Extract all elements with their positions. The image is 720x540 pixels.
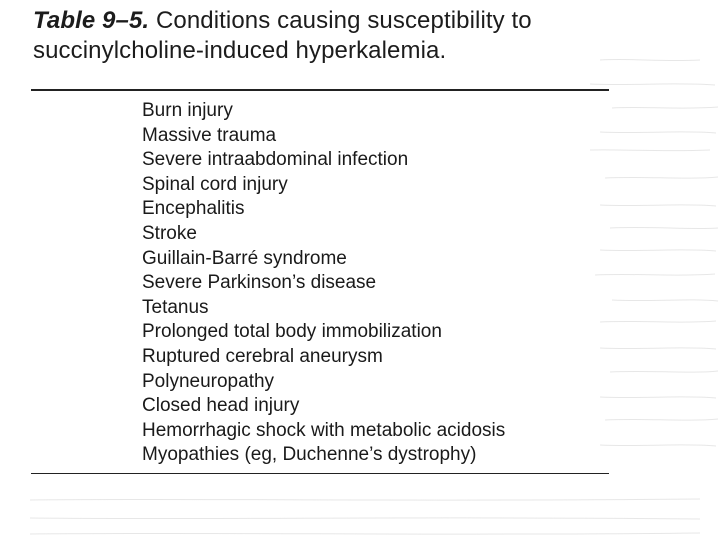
caption-title-part-2: succinylcholine-induced hyperkalemia. (33, 37, 447, 64)
caption-title-part-1: Conditions causing susceptibility to (155, 7, 532, 34)
condition-item: Tetanus (142, 296, 209, 318)
table-number-label: Table 9–5. (33, 7, 150, 34)
caption-line-1 (33, 6, 703, 36)
top-rule (31, 89, 609, 91)
condition-item: Hemorrhagic shock with metabolic acidosis (142, 419, 506, 441)
condition-item: Massive trauma (142, 124, 277, 146)
condition-item: Ruptured cerebral aneurysm (142, 345, 383, 367)
condition-item: Prolonged total body immobilization (142, 321, 442, 343)
conditions-list (142, 99, 505, 468)
condition-item: Encephalitis (142, 198, 245, 220)
condition-item: Spinal cord injury (142, 173, 288, 195)
condition-item: Closed head injury (142, 395, 300, 417)
table-caption (33, 6, 703, 66)
condition-item: Guillain-Barré syndrome (142, 247, 347, 269)
bottom-rule (31, 473, 609, 474)
condition-item: Polyneuropathy (142, 370, 275, 392)
condition-item: Burn injury (142, 100, 233, 121)
condition-item: Severe intraabdominal infection (142, 149, 409, 171)
condition-item: Severe Parkinson’s disease (142, 272, 377, 294)
condition-item: Myopathies (eg, Duchenne’s dystrophy) (142, 444, 477, 466)
condition-item: Stroke (142, 222, 197, 244)
